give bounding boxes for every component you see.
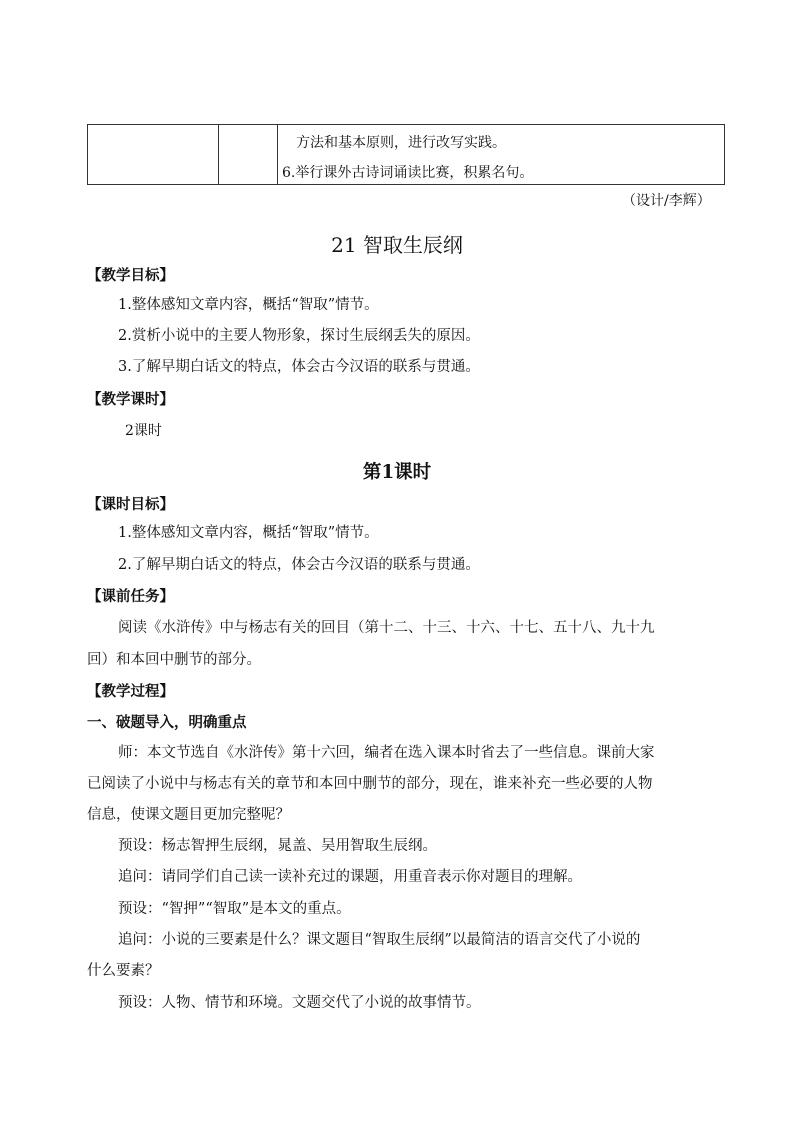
table-cell <box>284 125 724 184</box>
paragraph-line: 什么要素？ <box>87 963 160 979</box>
hours-value: 2课时 <box>125 423 162 439</box>
list-item: 1.整体感知文章内容，概括“智取”情节。 <box>118 297 379 313</box>
section-heading: 【教学过程】 <box>87 683 174 700</box>
period-title: 第1课时 <box>362 462 432 483</box>
paragraph-line: 追问：小说的三要素是什么？课文题目“智取生辰纲”以最简洁的语言交代了小说的 <box>118 932 641 948</box>
paragraph-line: 预设：人物、情节和环境。文题交代了小说的故事情节。 <box>118 995 481 1011</box>
paragraph-line: 预设：杨志智押生辰纲，晁盖、吴用智取生辰纲。 <box>118 838 437 854</box>
list-item: 2.了解早期白话文的特点，体会古今汉语的联系与贯通。 <box>118 557 480 573</box>
step-heading: 一、破题导入，明确重点 <box>87 714 247 731</box>
paragraph-line: 预设：“智押”“智取”是本文的重点。 <box>118 901 351 917</box>
table-text-line: 方法和基本原则，进行改写实践。 <box>296 135 506 151</box>
table-divider <box>277 125 278 184</box>
credit-line: （设计/李辉） <box>622 193 711 209</box>
section-heading: 【教学目标】 <box>87 267 174 284</box>
section-heading: 【课时目标】 <box>87 496 174 513</box>
list-item: 1.整体感知文章内容，概括“智取”情节。 <box>118 525 379 541</box>
paragraph-line: 回）和本回中删节的部分。 <box>87 652 261 668</box>
list-item: 2.赏析小说中的主要人物形象，探讨生辰纲丢失的原因。 <box>118 328 480 344</box>
paragraph-line: 追问：请同学们自己读一读补充过的课题，用重音表示你对题目的理解。 <box>118 869 582 885</box>
lesson-title: 21 智取生辰纲 <box>331 233 463 257</box>
paragraph-line: 已阅读了小说中与杨志有关的章节和本回中删节的部分，现在，谁来补充一些必要的人物 <box>87 776 653 792</box>
table-fragment <box>87 124 725 185</box>
paragraph-line: 阅读《水浒传》中与杨志有关的回目（第十二、十三、十六、十七、五十八、九十九 <box>118 620 655 636</box>
paragraph-line: 师：本文节选自《水浒传》第十六回，编者在选入课本时省去了一些信息。课前大家 <box>118 745 655 761</box>
section-heading: 【课前任务】 <box>87 588 174 605</box>
section-heading: 【教学课时】 <box>87 391 174 408</box>
table-divider <box>218 125 219 184</box>
paragraph-line: 信息，使课文题目更加完整呢？ <box>87 807 290 823</box>
table-text-line: 6.举行课外古诗词诵读比赛，积累名句。 <box>282 165 534 181</box>
list-item: 3.了解早期白话文的特点，体会古今汉语的联系与贯通。 <box>118 359 480 375</box>
